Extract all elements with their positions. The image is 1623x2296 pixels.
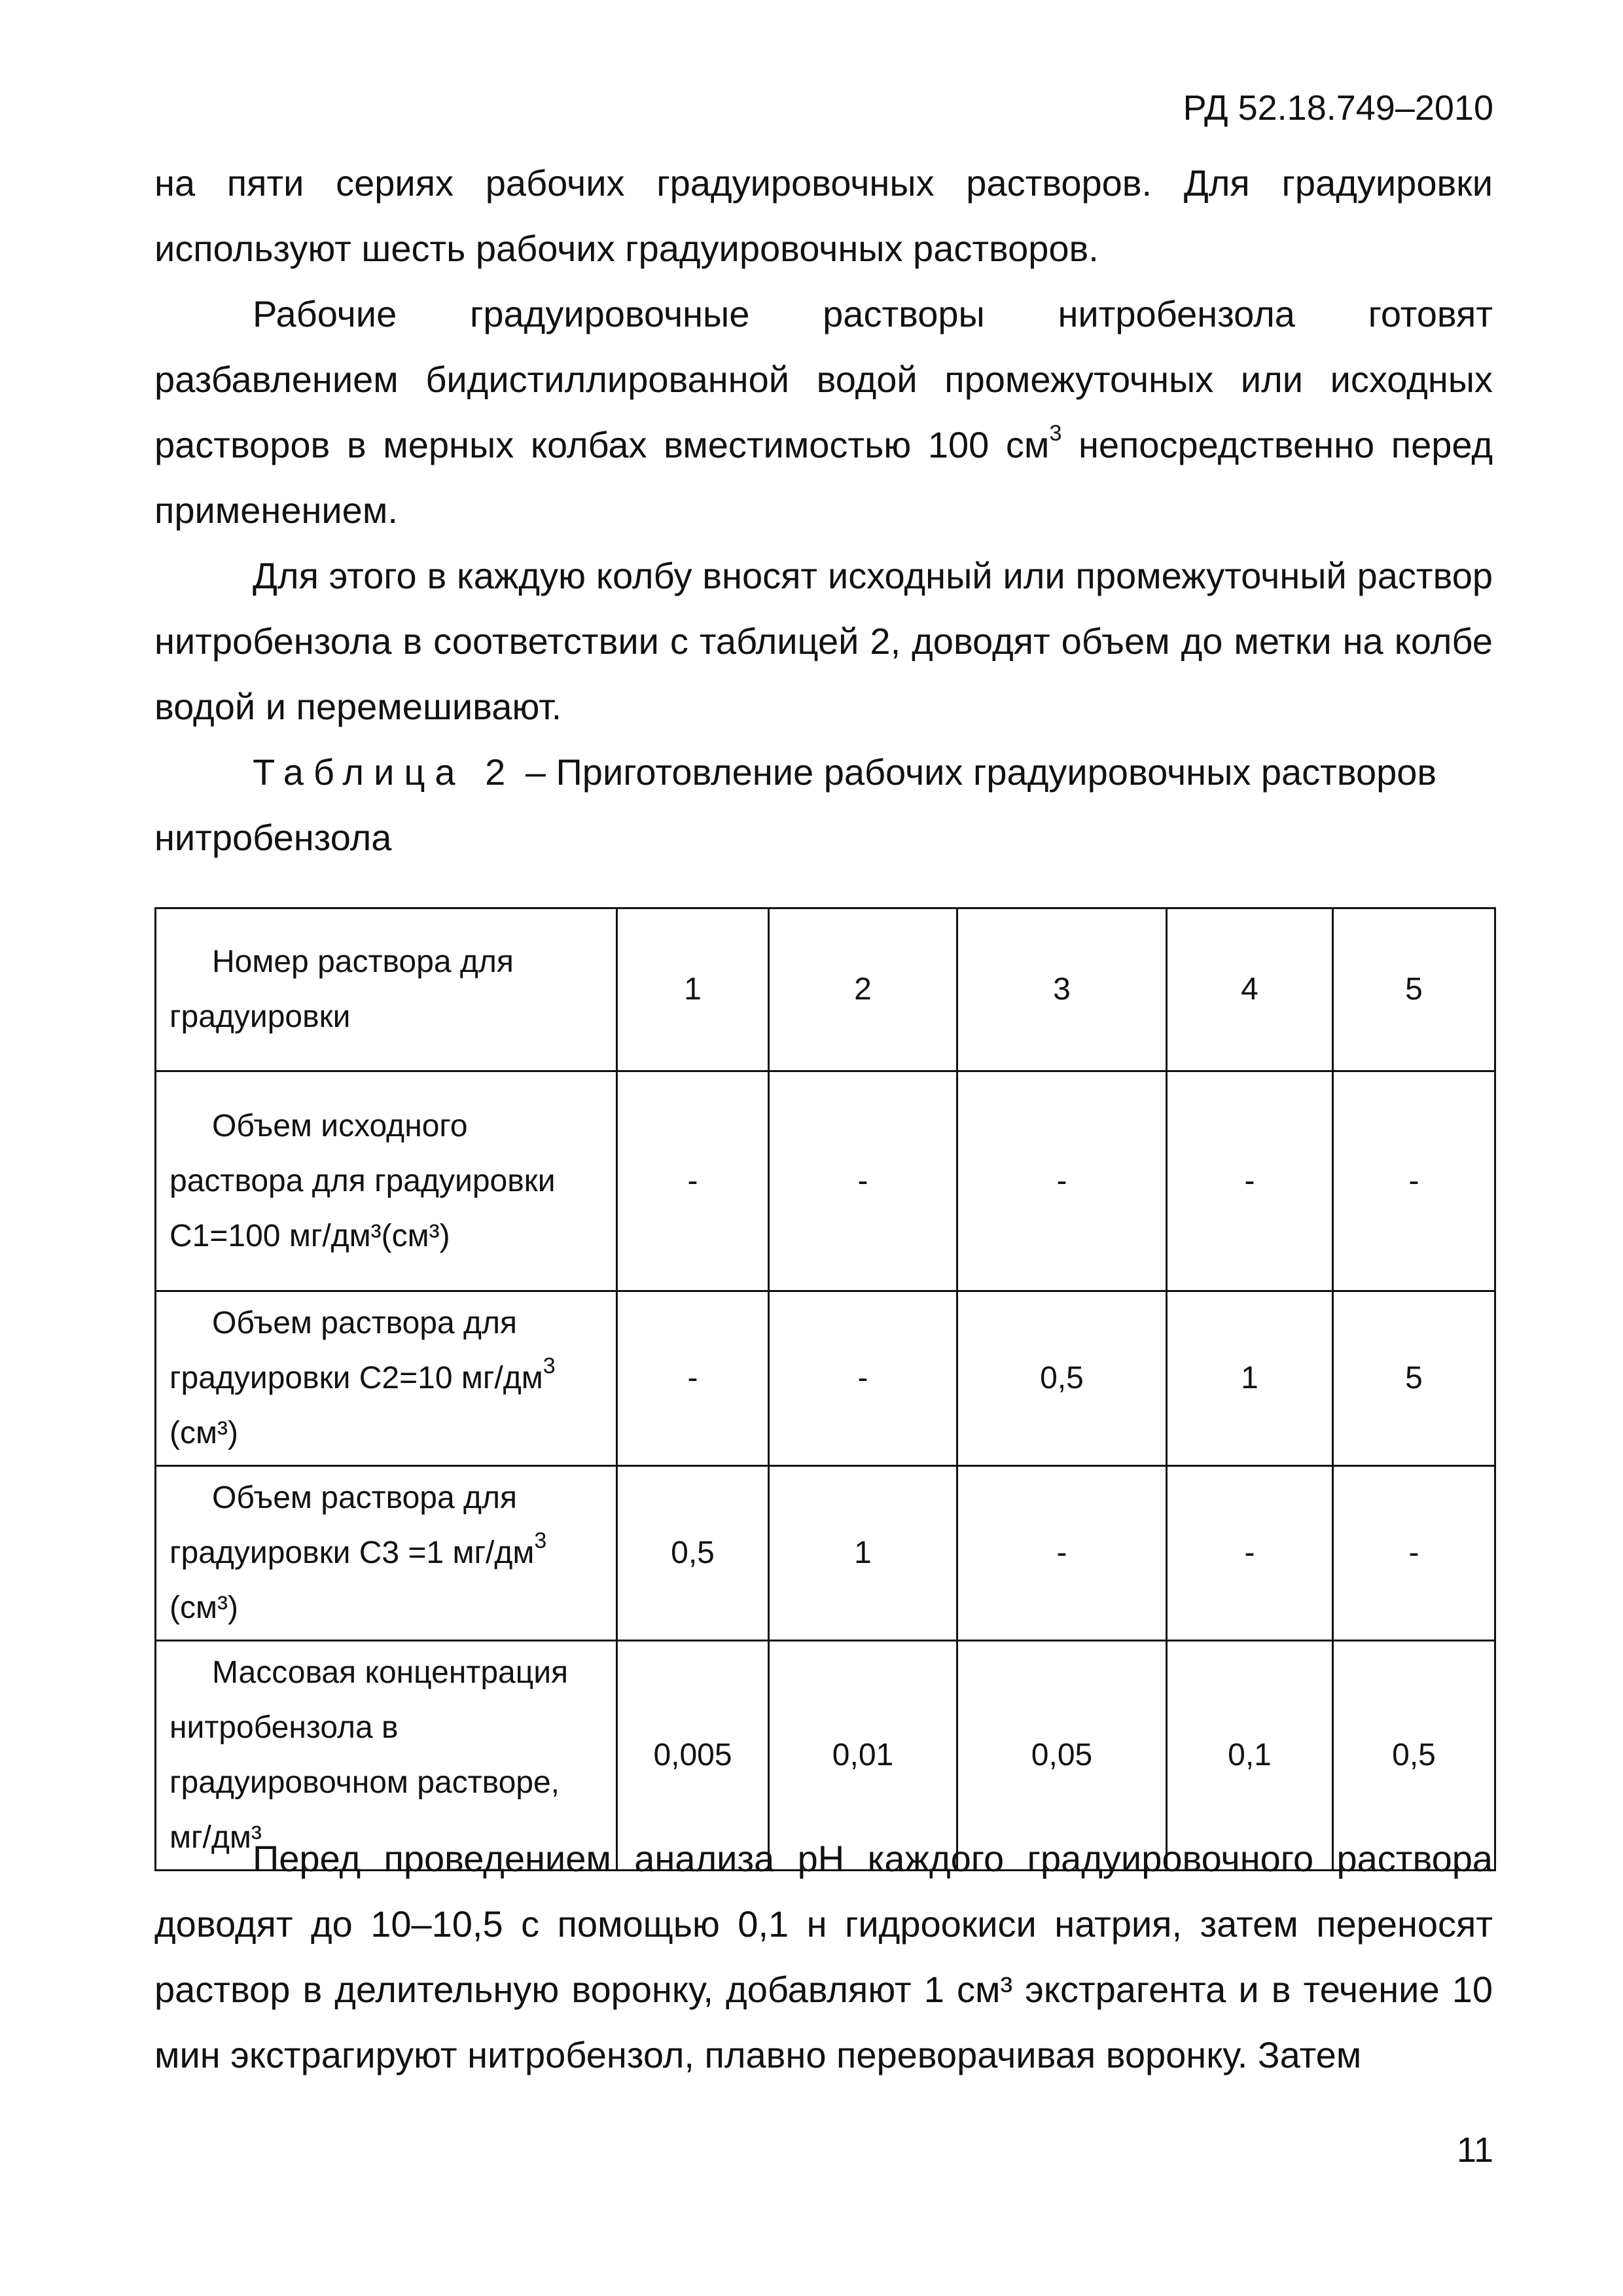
calibration-table <box>154 907 1496 1871</box>
table-cell: 0,1 <box>1167 1641 1333 1871</box>
table-cell: 5 <box>1333 908 1495 1071</box>
table-cell: 2 <box>769 908 957 1071</box>
table-caption-label: Таблица 2 <box>253 751 516 793</box>
row-label-unit: (см³) <box>169 1416 238 1450</box>
row-label-cell <box>156 1466 617 1641</box>
row-label-cell <box>156 1071 617 1291</box>
table-caption <box>154 740 1493 870</box>
row-label-superscript: 3 <box>543 1354 556 1378</box>
row-label-cell <box>156 908 617 1071</box>
paragraph-1: на пяти сериях рабочих градуировочных растворов. Для градуировки используют шесть рабочих градуировочных растворов. <box>154 162 1493 269</box>
table-cell: 0,005 <box>617 1641 769 1871</box>
row-label-text: Объем раствора для градуировки C3 =1 мг/дм <box>169 1480 535 1570</box>
page-number: 11 <box>1456 2130 1493 2170</box>
table-cell: 1 <box>617 908 769 1071</box>
row-label-unit: (см³) <box>169 1590 238 1625</box>
table-row <box>156 1071 1495 1291</box>
table-cell: - <box>957 1071 1167 1291</box>
table-row <box>156 908 1495 1071</box>
table-cell: 0,5 <box>957 1291 1167 1466</box>
row-label: Массовая концентрация нитробензола в градуировочном растворе, мг/дм³ <box>169 1655 569 1855</box>
table-cell: 1 <box>769 1466 957 1641</box>
document-code: РД 52.18.749–2010 <box>1183 88 1493 128</box>
table-cell: 0,5 <box>1333 1641 1495 1871</box>
table-cell: 4 <box>1167 908 1333 1071</box>
table-cell: 1 <box>1167 1291 1333 1466</box>
table-row <box>156 1466 1495 1641</box>
paragraph-2 <box>154 281 1493 543</box>
row-label-cell <box>156 1291 617 1466</box>
paragraph-2-text: Рабочие градуировочные растворы нитробензола готовят разбавлением бидистиллированной водой промежуточных или исходных растворов в мерных колбах вместимостью 100 см <box>154 293 1493 465</box>
paragraph-2-text-end: непосредственно перед применением. <box>154 424 1493 531</box>
body-text-top <box>154 151 1493 870</box>
table-cell: 0,5 <box>617 1466 769 1641</box>
table-cell: - <box>1333 1466 1495 1641</box>
row-label: Номер раствора для градуировки <box>169 944 514 1034</box>
table-cell: 3 <box>957 908 1167 1071</box>
table-cell: - <box>1167 1466 1333 1641</box>
table-cell: - <box>1167 1071 1333 1291</box>
paragraph-3: Для этого в каждую колбу вносят исходный или промежуточный раствор нитробензола в соответствии с таблицей 2, доводят объем до метки на колбе водой и перемешивают. <box>154 555 1493 727</box>
table-cell: 0,05 <box>957 1641 1167 1871</box>
paragraph-4: Перед проведением анализа pH каждого градуировочного раствора доводят до 10–10,5 с помощью 0,1 н гидроокиси натрия, затем переносят раствор в делительную воронку, добавляют 1 см³ экстрагента и в течение 10 мин экстрагируют нитробензол, плавно переворачивая воронку. Затем <box>154 1838 1493 2075</box>
table-caption-text: – Приготовление рабочих градуировочных растворов нитробензола <box>154 751 1437 858</box>
table-cell: - <box>617 1071 769 1291</box>
table-cell: - <box>1333 1071 1495 1291</box>
superscript-3: 3 <box>1049 421 1062 446</box>
table-cell: - <box>957 1466 1167 1641</box>
table-cell: 0,01 <box>769 1641 957 1871</box>
row-label <box>169 1471 600 1636</box>
table-cell: 5 <box>1333 1291 1495 1466</box>
table-row <box>156 1291 1495 1466</box>
row-label <box>169 1296 600 1461</box>
table-cell: - <box>617 1291 769 1466</box>
body-text-bottom <box>154 1826 1493 2088</box>
table-cell: - <box>769 1291 957 1466</box>
row-label-superscript: 3 <box>534 1528 547 1553</box>
row-label-text: Объем раствора для градуировки C2=10 мг/дм <box>169 1306 543 1395</box>
table-cell: - <box>769 1071 957 1291</box>
row-label: Объем исходного раствора для градуировки C1=100 мг/дм³(см³) <box>169 1108 556 1253</box>
